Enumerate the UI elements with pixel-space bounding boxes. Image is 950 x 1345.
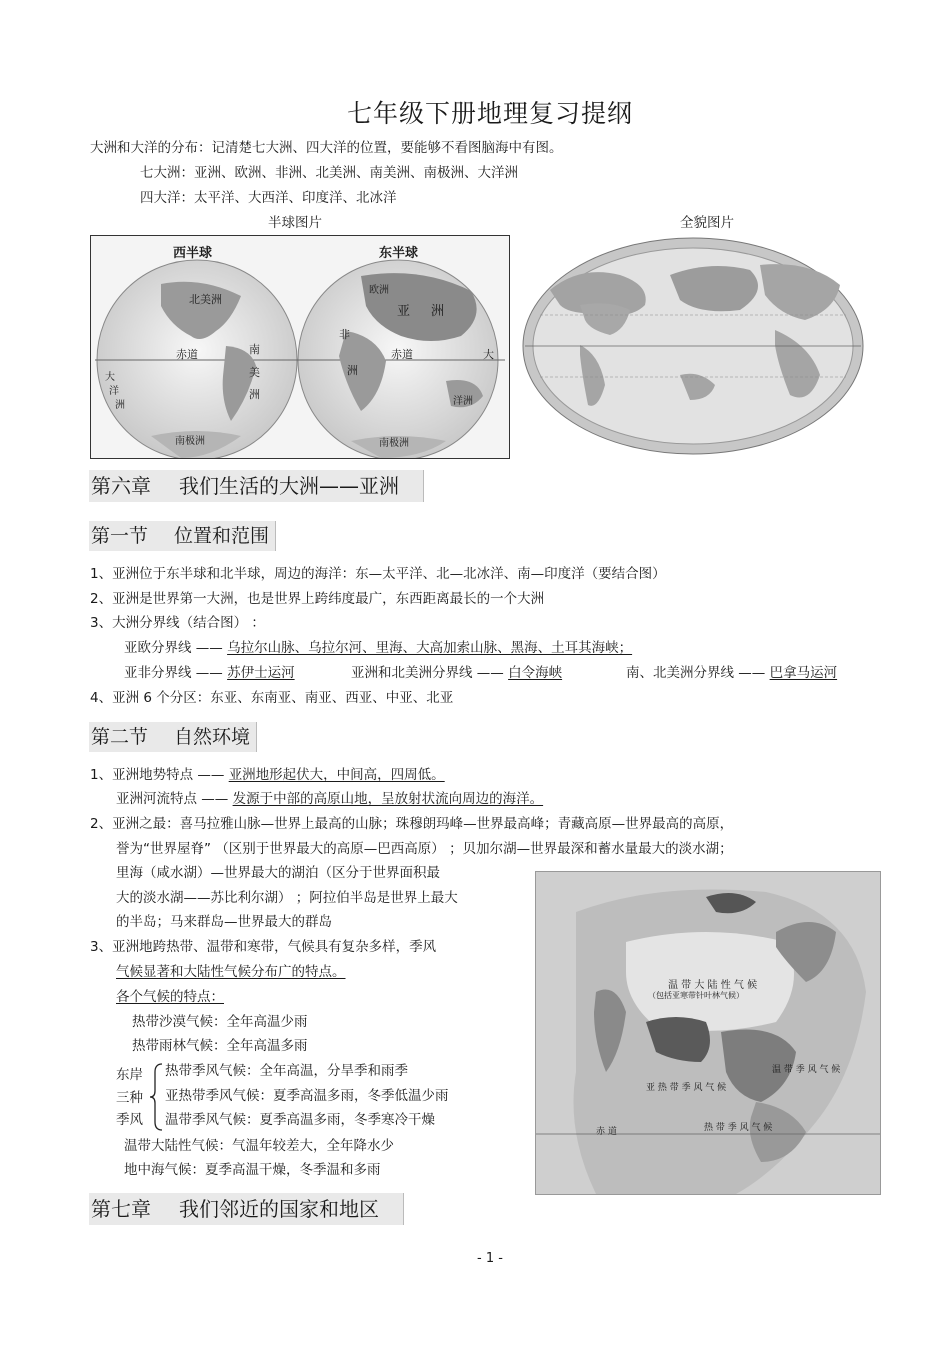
climate-map-label-5: 热 带 季 风 气 候 <box>704 1123 773 1133</box>
asia-na-boundary <box>351 664 562 682</box>
west-ocean-label-3: 洲 <box>115 400 125 411</box>
section-1-heading <box>89 521 276 551</box>
east-europe-label: 欧洲 <box>369 285 389 296</box>
brace-label-1: 东岸 <box>116 1067 143 1083</box>
east-africa-label-2: 洲 <box>347 364 358 377</box>
east-equator-label: 赤道 <box>391 348 413 361</box>
sec1-line-1: 1、亚洲位于东半球和北半球，周边的海洋：东—太平洋、北—北冰洋、南—印度洋（要结合图） <box>90 566 666 582</box>
east-antarctica-label: 南极洲 <box>379 438 409 449</box>
east-oceania-label-1: 大 <box>483 348 494 361</box>
east-oceania-label-2: 洋洲 <box>453 396 473 407</box>
asia-climate-map <box>535 871 881 1195</box>
section-2-heading <box>89 722 257 752</box>
east-asia-label-2: 洲 <box>431 304 445 319</box>
asia-europe-boundary-label: 亚欧分界线 —— <box>124 640 223 656</box>
climate-tropical-rainforest: 热带雨林气候：全年高温多雨 <box>132 1038 308 1054</box>
east-asia-label-1: 亚 <box>397 304 411 319</box>
asia-europe-boundary <box>124 639 632 657</box>
chapter-7-heading <box>89 1193 404 1225</box>
section-2-name: 自然环境 <box>174 726 251 748</box>
climate-subtropical-monsoon: 亚热带季风气候：夏季高温多雨，冬季低温少雨 <box>165 1088 449 1104</box>
west-hemisphere-label: 西半球 <box>173 246 213 261</box>
hemisphere-map <box>90 235 510 459</box>
sec2-line-2e: 的半岛；马来群岛—世界最大的群岛 <box>116 914 332 930</box>
section-2-number: 第二节 <box>91 726 149 748</box>
na-sa-boundary-label: 南、北美洲分界线 —— <box>626 665 766 681</box>
world-caption: 全貌图片 <box>680 215 734 231</box>
asia-climate-map-svg <box>536 872 880 1194</box>
brace-label-3: 季风 <box>116 1112 143 1128</box>
chapter-6-number: 第六章 <box>91 474 151 498</box>
climate-map-label-4: 亚 热 带 季 风 气 候 <box>646 1083 727 1093</box>
oceans-line: 四大洋：太平洋、大西洋、印度洋、北冰洋 <box>140 190 397 206</box>
climate-mediterranean: 地中海气候：夏季高温干燥，冬季温和多雨 <box>124 1162 381 1178</box>
east-hemisphere-label: 东半球 <box>379 246 419 261</box>
asia-europe-boundary-value: 乌拉尔山脉、乌拉尔河、里海、大高加索山脉、黑海、土耳其海峡； <box>227 640 633 656</box>
west-equator-label: 赤道 <box>176 348 198 361</box>
hemisphere-caption: 半球图片 <box>268 215 322 231</box>
west-sa-label-3: 洲 <box>249 388 260 401</box>
continents-line: 七大洲：亚洲、欧洲、非洲、北美洲、南美洲、南极洲、大洋洲 <box>140 165 518 181</box>
chapter-6-heading <box>89 470 424 502</box>
climate-map-label-6: 赤 道 <box>596 1127 617 1137</box>
intro-line: 大洲和大洋的分布：记清楚七大洲、四大洋的位置，要能够不看图脑海中有图。 <box>90 140 563 156</box>
section-1-number: 第一节 <box>91 525 149 547</box>
west-antarctica-label: 南极洲 <box>175 436 205 447</box>
page-title: 七年级下册地理复习提纲 <box>346 99 633 128</box>
climate-map-label-3: 温 带 季 风 气 候 <box>772 1065 841 1075</box>
hemisphere-map-svg <box>91 236 509 458</box>
chapter-6-name: 我们生活的大洲——亚洲 <box>179 474 399 498</box>
world-map <box>520 235 866 457</box>
na-sa-boundary-value: 巴拿马运河 <box>769 665 838 681</box>
sec2-line-3: 3、亚洲地跨热带、温带和寒带，气候具有复杂多样，季风 <box>90 939 437 955</box>
river-feature-value: 发源于中部的高原山地，呈放射状流向周边的海洋。 <box>232 791 544 807</box>
east-africa-label-1: 非 <box>339 328 350 341</box>
west-ocean-label-1: 大 <box>105 372 115 383</box>
asia-africa-boundary-value: 苏伊士运河 <box>227 665 295 681</box>
climate-tropical-desert: 热带沙漠气候：全年高温少雨 <box>132 1014 308 1030</box>
climate-temperate-monsoon: 温带季风气候：夏季高温多雨，冬季寒冷干燥 <box>165 1112 435 1128</box>
west-sa-label-1: 南 <box>249 343 260 356</box>
sec1-line-3: 3、大洲分界线（结合图） ： <box>90 615 265 631</box>
terrain-feature-label: 1、亚洲地势特点 —— <box>90 767 225 783</box>
page-number: - 1 - <box>477 1251 503 1266</box>
terrain-feature-value: 亚洲地形起伏大，中间高，四周低。 <box>228 767 445 783</box>
sec2-line-3b: 气候显著和大陆性气候分布广的特点。 <box>116 964 346 980</box>
na-sa-boundary <box>626 664 837 682</box>
west-ocean-label-2: 洋 <box>109 386 119 397</box>
brace-icon <box>148 1062 164 1132</box>
river-feature-label: 亚洲河流特点 —— <box>116 791 229 807</box>
climate-map-label-1: 温 带 大 陆 性 气 候 <box>668 980 758 991</box>
river-feature <box>116 790 543 808</box>
asia-na-boundary-label: 亚洲和北美洲分界线 —— <box>351 665 504 681</box>
climate-temperate-continental: 温带大陆性气候：气温年较差大，全年降水少 <box>124 1138 394 1154</box>
sec2-line-2b: 誉为“世界屋脊” （区别于世界最大的高原—巴西高原） ；贝加尔湖—世界最深和蓄水量最大的淡水湖； <box>116 841 733 857</box>
chapter-7-number: 第七章 <box>91 1197 151 1221</box>
sec1-line-4: 4、亚洲 6 个分区：东亚、东南亚、南亚、西亚、中亚、北亚 <box>90 690 454 706</box>
terrain-feature <box>90 766 445 784</box>
climate-map-label-2: （包括亚寒带针叶林气候） <box>648 991 744 1000</box>
asia-africa-boundary <box>124 664 295 682</box>
climate-tropical-monsoon: 热带季风气候：全年高温，分旱季和雨季 <box>165 1063 408 1079</box>
sec1-line-2: 2、亚洲是世界第一大洲，也是世界上跨纬度最广，东西距离最长的一个大洲 <box>90 591 545 607</box>
world-map-svg <box>520 235 866 457</box>
section-1-name: 位置和范围 <box>174 525 270 547</box>
west-na-label: 北美洲 <box>189 293 222 306</box>
climate-features-heading: 各个气候的特点： <box>116 989 224 1005</box>
chapter-7-name: 我们邻近的国家和地区 <box>179 1197 379 1221</box>
sec2-line-2: 2、亚洲之最：喜马拉雅山脉—世界上最高的山脉；珠穆朗玛峰—世界最高峰；青藏高原—世界最高的高原， <box>90 816 734 832</box>
asia-africa-boundary-label: 亚非分界线 —— <box>124 665 223 681</box>
brace-label-2: 三种 <box>116 1090 143 1106</box>
west-sa-label-2: 美 <box>249 366 260 379</box>
sec2-line-2d: 大的淡水湖——苏比利尔湖） ；阿拉伯半岛是世界上最大 <box>116 890 458 906</box>
sec2-line-2c: 里海（咸水湖）—世界最大的湖泊（区分于世界面积最 <box>116 865 440 881</box>
asia-na-boundary-value: 白令海峡 <box>508 665 563 681</box>
